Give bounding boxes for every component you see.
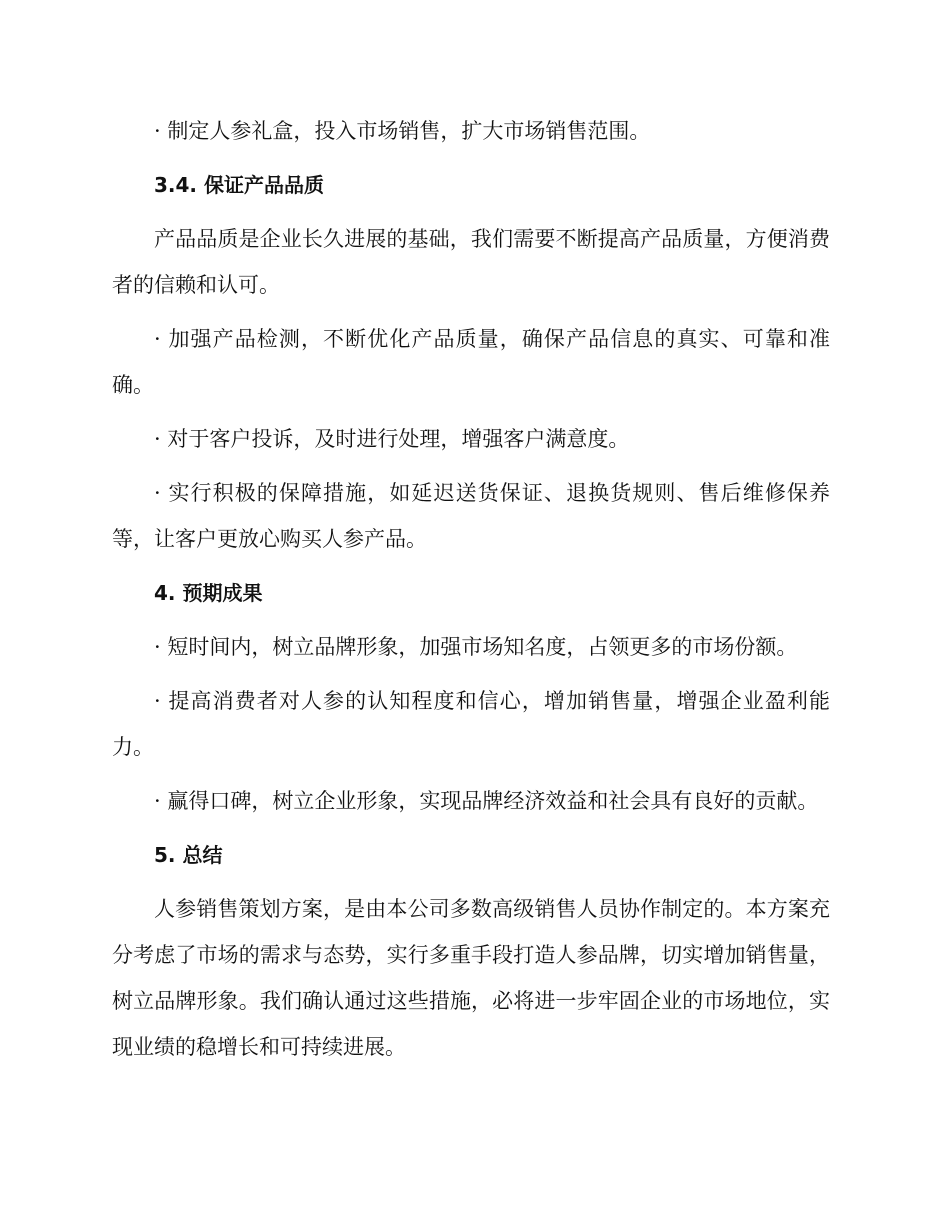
bullet-guarantee: · 实行积极的保障措施，如延迟送货保证、退换货规则、售后维修保养等，让客户更放心购买人参产品。 xyxy=(112,481,830,551)
document-body xyxy=(112,108,830,1078)
bullet-brand-image: · 短时间内，树立品牌形象，加强市场知名度，占领更多的市场份额。 xyxy=(154,635,798,659)
para-summary: 人参销售策划方案，是由本公司多数高级销售人员协作制定的。本方案充分考虑了市场的需求与态势，实行多重手段打造人参品牌，切实增加销售量，树立品牌形象。我们确认通过这些措施，必将进一步牢固企业的市场地位，实现业绩的稳增长和可持续进展。 xyxy=(112,897,830,1059)
heading-5: 5. 总结 xyxy=(154,843,223,867)
bullet-inspection: · 加强产品检测，不断优化产品质量，确保产品信息的真实、可靠和准确。 xyxy=(112,327,830,397)
heading-3-4: 3.4. 保证产品品质 xyxy=(154,173,324,197)
heading-4: 4. 预期成果 xyxy=(154,581,263,605)
bullet-reputation: · 赢得口碑，树立企业形象，实现品牌经济效益和社会具有良好的贡献。 xyxy=(154,789,819,813)
bullet-complaints: · 对于客户投诉，及时进行处理，增强客户满意度。 xyxy=(154,427,630,451)
bullet-gift-box: · 制定人参礼盒，投入市场销售，扩大市场销售范围。 xyxy=(154,119,651,143)
bullet-consumer-cognition: · 提高消费者对人参的认知程度和信心，增加销售量，增强企业盈利能力。 xyxy=(112,689,830,759)
para-quality-intro: 产品品质是企业长久进展的基础，我们需要不断提高产品质量，方便消费者的信赖和认可。 xyxy=(112,227,830,297)
